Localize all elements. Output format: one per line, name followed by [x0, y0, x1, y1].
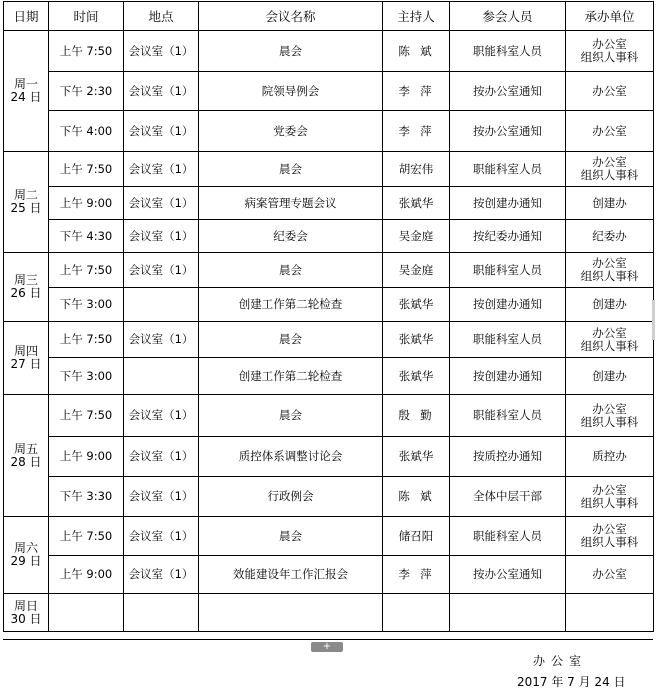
organizer-line: 办公室: [592, 401, 627, 416]
table-row: [4, 111, 654, 152]
place-cell: [124, 288, 199, 322]
day-cell: [4, 152, 49, 253]
place-cell: [124, 358, 199, 395]
attendees-cell: 按质控办通知: [450, 437, 566, 477]
attendees-cell: 职能科室人员: [450, 395, 566, 437]
organizer-cell: [566, 556, 654, 594]
attendees-cell: 全体中层干部: [450, 477, 566, 517]
host-cell: 吴金庭: [383, 220, 450, 253]
meeting-name-cell: 效能建设年工作汇报会: [199, 556, 383, 594]
vertical-scrollbar[interactable]: [652, 300, 655, 340]
table-row: [4, 288, 654, 322]
place-cell: 会议室（1）: [124, 477, 199, 517]
organizer-line: 组织人事科: [580, 168, 639, 182]
meeting-name-cell: 晨会: [199, 517, 383, 556]
organizer-line: 组织人事科: [580, 535, 639, 549]
time-cell: 上午 9:00: [49, 437, 124, 477]
attendees-cell: 职能科室人员: [450, 322, 566, 358]
time-cell: 上午 9:00: [49, 556, 124, 594]
organizer-cell: [566, 322, 654, 358]
organizer-line: 创建办: [592, 368, 627, 383]
weekday-label: 周一: [13, 77, 38, 91]
host-cell: 张斌华: [383, 358, 450, 395]
host-cell: 李萍: [383, 556, 450, 594]
date-label: 24 日: [10, 90, 42, 104]
organizer-cell: [566, 111, 654, 152]
attendees-cell: 职能科室人员: [450, 152, 566, 187]
time-cell: 上午 7:50: [49, 322, 124, 358]
organizer-cell: [566, 594, 654, 632]
host-cell: [383, 594, 450, 632]
organizer-line: 办公室: [592, 522, 627, 536]
date-label: 26 日: [10, 286, 42, 300]
organizer-line: 组织人事科: [580, 414, 639, 429]
attendees-cell: 按纪委办通知: [450, 220, 566, 253]
table-row: [4, 253, 654, 288]
organizer-line: 办公室: [592, 123, 627, 138]
header-host: 主持人: [383, 2, 450, 31]
day-cell: [4, 594, 49, 632]
organizer-line: 组织人事科: [580, 269, 639, 283]
horizontal-scroll-handle[interactable]: +: [311, 642, 343, 652]
meeting-name-cell: [199, 594, 383, 632]
weekday-label: 周二: [13, 188, 38, 202]
time-cell: 上午 7:50: [49, 152, 124, 187]
time-cell: 下午 3:00: [49, 288, 124, 322]
day-cell: [4, 253, 49, 322]
time-cell: 上午 9:00: [49, 187, 124, 220]
time-cell: 下午 2:30: [49, 72, 124, 111]
meeting-name-cell: 质控体系调整讨论会: [199, 437, 383, 477]
date-label: 27 日: [10, 357, 42, 371]
place-cell: 会议室（1）: [124, 187, 199, 220]
organizer-cell: [566, 253, 654, 288]
host-cell: 张斌华: [383, 187, 450, 220]
time-cell: 上午 7:50: [49, 395, 124, 437]
place-cell: 会议室（1）: [124, 220, 199, 253]
weekday-label: 周三: [13, 273, 38, 287]
place-cell: 会议室（1）: [124, 437, 199, 477]
meeting-name-cell: 晨会: [199, 322, 383, 358]
weekday-label: 周五: [13, 441, 38, 456]
host-cell: 李萍: [383, 111, 450, 152]
header-meeting-name: 会议名称: [199, 2, 383, 31]
organizer-cell: [566, 72, 654, 111]
time-cell: 下午 3:30: [49, 477, 124, 517]
organizer-cell: [566, 152, 654, 187]
table-row: [4, 517, 654, 556]
time-cell: 下午 3:00: [49, 358, 124, 395]
organizer-line: 办公室: [592, 325, 627, 340]
meeting-name-cell: 创建工作第二轮检查: [199, 288, 383, 322]
organizer-line: 办公室: [592, 482, 627, 497]
table-row: [4, 556, 654, 594]
attendees-cell: 按创建办通知: [450, 288, 566, 322]
meeting-name-cell: 晨会: [199, 253, 383, 288]
meeting-name-cell: 晨会: [199, 31, 383, 72]
organizer-line: 组织人事科: [580, 495, 639, 510]
organizer-line: 创建办: [592, 297, 627, 311]
organizer-cell: [566, 288, 654, 322]
organizer-line: 组织人事科: [580, 338, 639, 353]
table-row: [4, 358, 654, 395]
table-row: [4, 220, 654, 253]
header-organizer: 承办单位: [566, 2, 654, 31]
organizer-cell: [566, 477, 654, 517]
meeting-name-cell: 行政例会: [199, 477, 383, 517]
time-cell: 下午 4:00: [49, 111, 124, 152]
organizer-line: 纪委办: [592, 228, 627, 243]
place-cell: 会议室（1）: [124, 152, 199, 187]
weekday-label: 周四: [13, 344, 38, 358]
place-cell: 会议室（1）: [124, 253, 199, 288]
table-row: [4, 594, 654, 632]
organizer-cell: [566, 220, 654, 253]
host-cell: 李萍: [383, 72, 450, 111]
attendees-cell: 职能科室人员: [450, 253, 566, 288]
host-cell: 张斌华: [383, 437, 450, 477]
date-label: 29 日: [10, 554, 42, 568]
table-row: [4, 187, 654, 220]
footer-date: 2017 年 7 月 24 日: [517, 675, 626, 689]
meeting-name-cell: 病案管理专题会议: [199, 187, 383, 220]
attendees-cell: 职能科室人员: [450, 31, 566, 72]
header-time: 时间: [49, 2, 124, 31]
meeting-name-cell: 创建工作第二轮检查: [199, 358, 383, 395]
weekday-label: 周六: [13, 541, 38, 555]
meeting-name-cell: 纪委会: [199, 220, 383, 253]
host-cell: 吴金庭: [383, 253, 450, 288]
weekday-label: 周日: [13, 598, 38, 613]
organizer-cell: [566, 395, 654, 437]
attendees-cell: 按办公室通知: [450, 556, 566, 594]
meeting-name-cell: 院领导例会: [199, 72, 383, 111]
time-cell: 下午 4:30: [49, 220, 124, 253]
organizer-cell: [566, 517, 654, 556]
time-cell: 上午 7:50: [49, 253, 124, 288]
meeting-name-cell: 晨会: [199, 152, 383, 187]
organizer-cell: [566, 437, 654, 477]
time-cell: [49, 594, 124, 632]
meeting-name-cell: 党委会: [199, 111, 383, 152]
organizer-line: 创建办: [592, 195, 627, 210]
organizer-cell: [566, 187, 654, 220]
header-date: 日期: [4, 2, 49, 31]
attendees-cell: 按办公室通知: [450, 72, 566, 111]
table-row: [4, 395, 654, 437]
header-place: 地点: [124, 2, 199, 31]
host-cell: 胡宏伟: [383, 152, 450, 187]
place-cell: 会议室（1）: [124, 395, 199, 437]
organizer-line: 办公室: [592, 37, 627, 51]
host-cell: 张斌华: [383, 322, 450, 358]
organizer-line: 质控办: [592, 449, 627, 463]
bottom-rule: [3, 639, 653, 640]
table-row: [4, 31, 654, 72]
place-cell: 会议室（1）: [124, 517, 199, 556]
day-cell: [4, 395, 49, 517]
day-cell: [4, 517, 49, 594]
table-row: [4, 477, 654, 517]
meeting-name-cell: 晨会: [199, 395, 383, 437]
organizer-cell: [566, 358, 654, 395]
attendees-cell: 按办公室通知: [450, 111, 566, 152]
day-cell: [4, 322, 49, 395]
footer-department: 办公室: [533, 654, 588, 668]
date-label: 28 日: [10, 454, 42, 469]
meeting-schedule-table: [3, 1, 654, 632]
table-row: [4, 72, 654, 111]
table-row: [4, 322, 654, 358]
host-cell: 陈斌: [383, 477, 450, 517]
host-cell: 殷勤: [383, 395, 450, 437]
host-cell: 陈斌: [383, 31, 450, 72]
time-cell: 上午 7:50: [49, 517, 124, 556]
date-label: 25 日: [10, 201, 42, 215]
organizer-line: 办公室: [592, 83, 627, 98]
date-label: 30 日: [10, 611, 42, 626]
place-cell: [124, 594, 199, 632]
place-cell: 会议室（1）: [124, 31, 199, 72]
table-row: [4, 152, 654, 187]
header-row: [4, 2, 654, 31]
attendees-cell: 职能科室人员: [450, 517, 566, 556]
place-cell: 会议室（1）: [124, 322, 199, 358]
attendees-cell: 按创建办通知: [450, 358, 566, 395]
time-cell: 上午 7:50: [49, 31, 124, 72]
organizer-line: 办公室: [592, 155, 627, 169]
place-cell: 会议室（1）: [124, 111, 199, 152]
organizer-line: 办公室: [592, 256, 627, 270]
organizer-line: 办公室: [592, 567, 627, 581]
header-attendees: 参会人员: [450, 2, 566, 31]
host-cell: 储召阳: [383, 517, 450, 556]
attendees-cell: 按创建办通知: [450, 187, 566, 220]
place-cell: 会议室（1）: [124, 72, 199, 111]
organizer-line: 组织人事科: [580, 50, 639, 64]
table-row: [4, 437, 654, 477]
attendees-cell: [450, 594, 566, 632]
day-cell: [4, 31, 49, 152]
host-cell: 张斌华: [383, 288, 450, 322]
organizer-cell: [566, 31, 654, 72]
place-cell: 会议室（1）: [124, 556, 199, 594]
